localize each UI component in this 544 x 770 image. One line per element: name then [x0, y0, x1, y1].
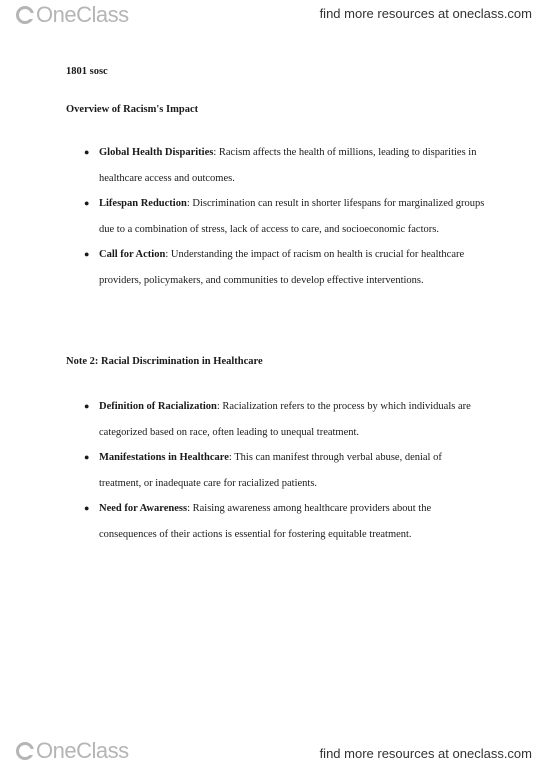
list-item: ● Need for Awareness: Raising awareness among healthcare providers about the consequences of their actions is essential for fostering equitable treatment.: [66, 496, 486, 547]
list-item: ● Definition of Racialization: Racialization refers to the process by which individuals are categorized based on race, often leading to unequal treatment.: [66, 394, 486, 445]
bullet-icon: ●: [84, 503, 90, 513]
oneclass-logo[interactable]: [16, 4, 129, 26]
list-item: ● Call for Action: Understanding the impact of racism on health is crucial for healthcare providers, policymakers, and communities to develop effective interventions.: [66, 242, 486, 293]
bullet-icon: ●: [84, 249, 90, 259]
bullet-icon: ●: [84, 147, 90, 157]
bullet-icon: ●: [84, 198, 90, 208]
oneclass-logo-footer[interactable]: [16, 740, 129, 762]
footer-promo-link[interactable]: find more resources at oneclass.com: [319, 746, 532, 761]
oneclass-logo-icon: [16, 742, 34, 760]
brand-name: OneClass: [36, 738, 129, 763]
oneclass-logo-icon: [16, 6, 34, 24]
list-item: ● Lifespan Reduction: Discrimination can result in shorter lifespans for marginalized groups due to a combination of stress, lack of access to care, and socioeconomic factors.: [66, 191, 486, 242]
bullet-icon: ●: [84, 452, 90, 462]
section-heading-overview: Overview of Racism's Impact: [66, 104, 199, 115]
overview-list: [66, 140, 486, 293]
course-code: 1801 sosc: [66, 66, 108, 77]
list-item: ● Global Health Disparities: Racism affects the health of millions, leading to disparities in healthcare access and outcomes.: [66, 140, 486, 191]
list-item: ● Manifestations in Healthcare: This can manifest through verbal abuse, denial of treatment, or inadequate care for racialized patients.: [66, 445, 486, 496]
brand-name: OneClass: [36, 2, 129, 27]
section-heading-note2: Note 2: Racial Discrimination in Healthcare: [66, 356, 263, 367]
bullet-icon: ●: [84, 401, 90, 411]
note2-list: [66, 394, 486, 547]
header-promo-link[interactable]: find more resources at oneclass.com: [319, 6, 532, 21]
